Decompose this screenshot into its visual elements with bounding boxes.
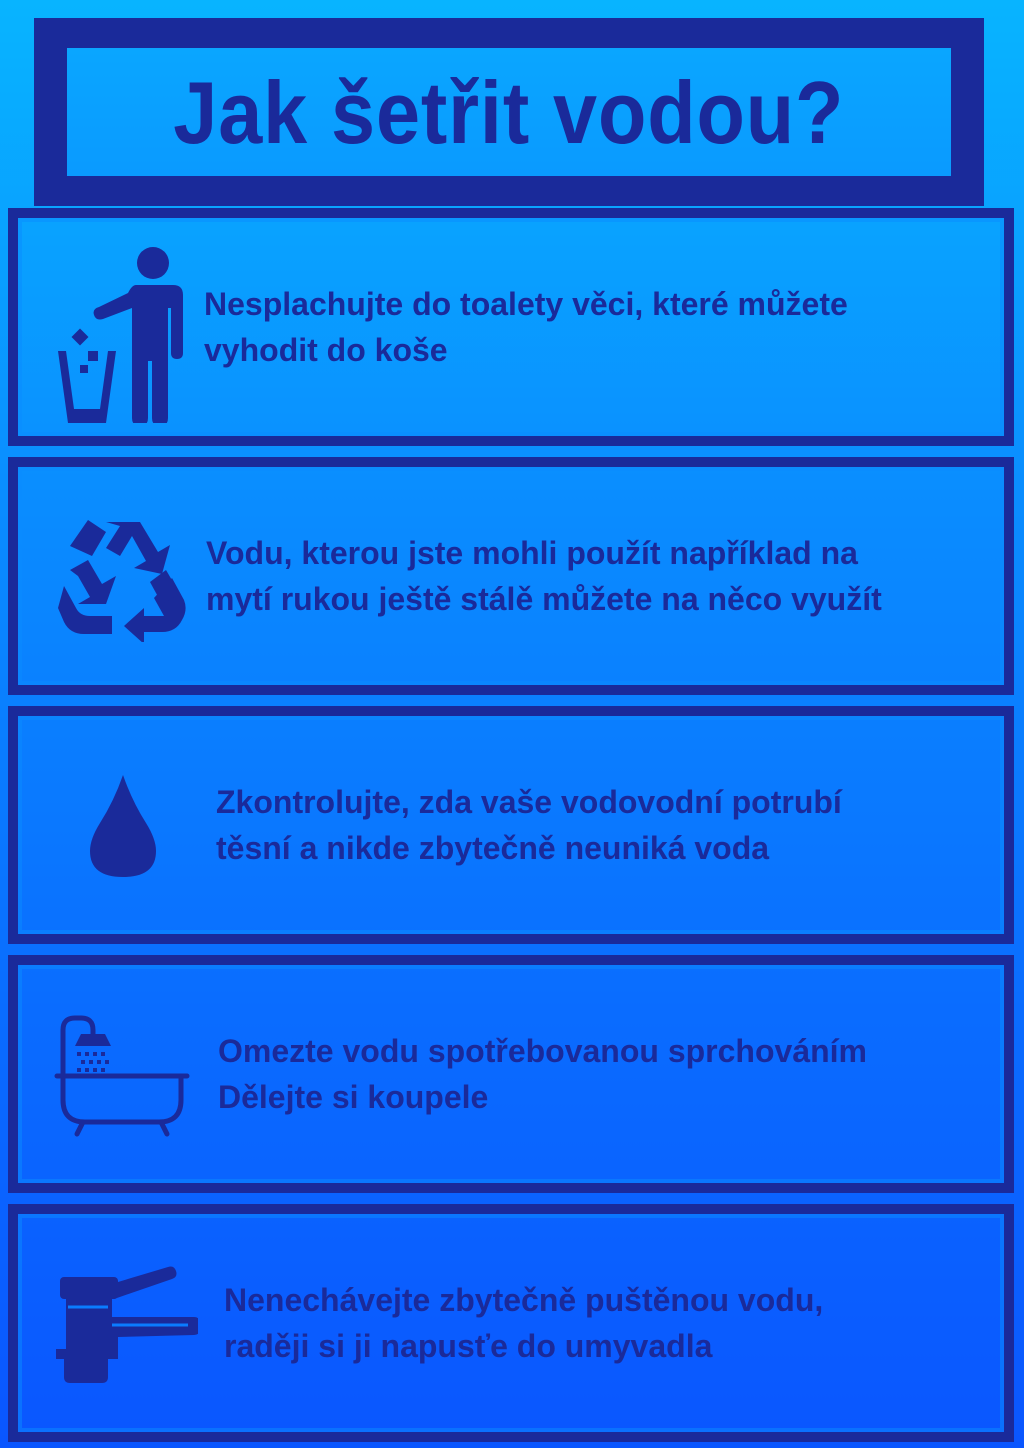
tip-line: Dělejte si koupele [218, 1079, 489, 1115]
tip-line: raději si ji napusťe do umyvadla [224, 1328, 713, 1364]
tip-text-drop [216, 716, 984, 934]
title-inner-box [67, 48, 951, 176]
tip-panel-bath [8, 955, 1014, 1193]
tip-line: Nesplachujte do toalety věci, které můžete [204, 286, 848, 322]
tip-line: mytí rukou ještě stálě můžete na něco využít [206, 581, 882, 617]
tip-text-recycle [206, 467, 984, 685]
tip-line: vyhodit do koše [204, 332, 448, 368]
tip-text-trash [204, 218, 984, 436]
tip-panel-faucet [8, 1204, 1014, 1442]
tip-text-bath [218, 965, 984, 1183]
tip-panel-drop [8, 706, 1014, 944]
water-drop-icon [38, 726, 208, 926]
tip-panel-recycle [8, 457, 1014, 695]
page-title: Jak šetřit vodou? [173, 63, 845, 162]
recycle-icon [38, 477, 208, 677]
tip-panel-trash [8, 208, 1014, 446]
tip-line: Omezte vodu spotřebovanou sprchováním [218, 1033, 867, 1069]
bathtub-shower-icon [38, 975, 208, 1175]
trash-bin-person-icon [38, 228, 208, 428]
tip-line: Vodu, kterou jste mohli použít například na [206, 535, 858, 571]
tip-line: Zkontrolujte, zda vaše vodovodní potrubí [216, 784, 842, 820]
tip-text-faucet [224, 1214, 984, 1432]
title-banner [34, 18, 984, 206]
tip-line: Nenechávejte zbytečně puštěnou vodu, [224, 1282, 824, 1318]
faucet-icon [38, 1224, 208, 1424]
tip-line: těsní a nikde zbytečně neuniká voda [216, 830, 770, 866]
